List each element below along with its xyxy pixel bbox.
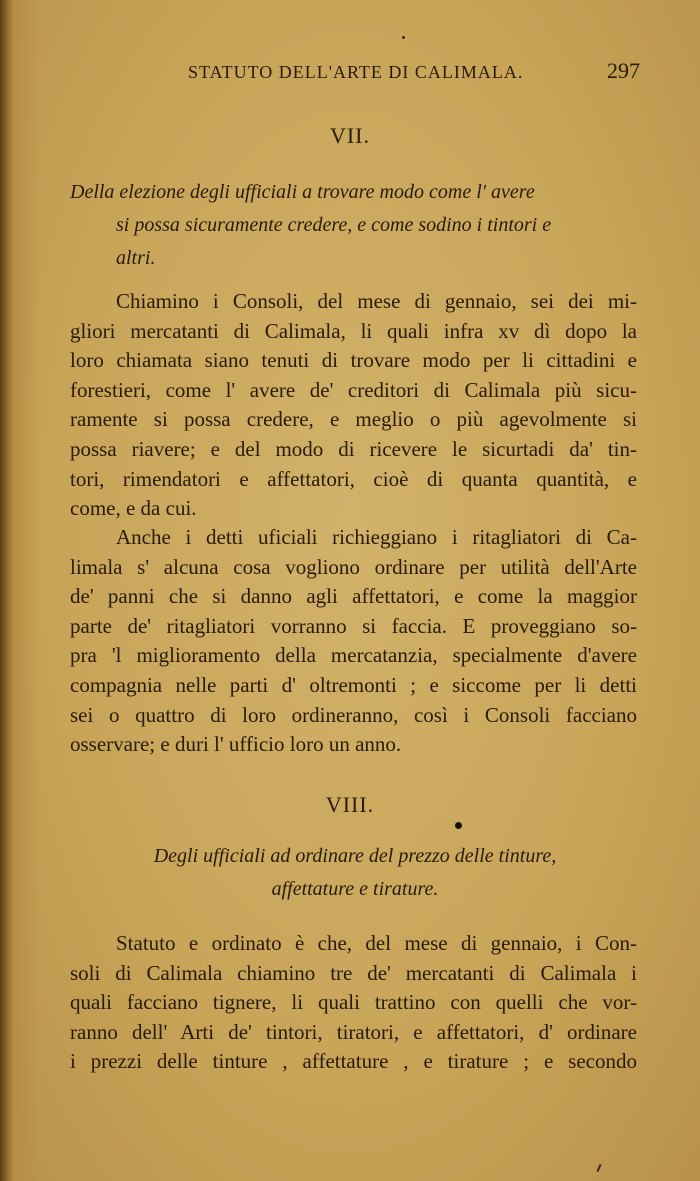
text-line: quali facciano tignere, li quali trattino con quelli che vor- <box>70 990 637 1015</box>
text-line: Anche i detti uficiali richieggiano i ritagliatori di Ca- <box>116 525 637 549</box>
text-line: forestieri, come l' avere de' creditori di Calimala più sicu- <box>70 377 637 402</box>
text-line: Statuto e ordinato è che, del mese di gennaio, i Con- <box>116 931 637 955</box>
text-line: ramente si possa credere, e meglio o più agevolmente si <box>70 407 637 432</box>
text-line: pra 'l miglioramento della mercatanzia, specialmente d'avere <box>70 643 637 668</box>
text-line: de' panni che si danno agli affettatori, e come la maggior <box>70 584 637 609</box>
rubric-line: Della elezione degli ufficiali a trovare modo come l' avere <box>70 181 535 203</box>
running-title: STATUTO DELL'ARTE DI CALIMALA. <box>188 62 524 82</box>
rubric-line: Degli ufficiali ad ordinare del prezzo delle tinture, <box>153 845 557 867</box>
text-line: sei o quattro di loro ordineranno, così i Consoli facciano <box>70 702 637 727</box>
section-number-vii: VII. <box>329 123 371 148</box>
paper-speck <box>596 1164 601 1172</box>
text-line: possa riavere; e del modo di ricevere le sicurtadi da' tin- <box>70 436 637 461</box>
text-line: come, e da cui. <box>70 496 197 521</box>
text-line: tori, rimendatori e affettatori, cioè di quanta quantità, e <box>70 466 637 491</box>
section-vii-paragraph-2 <box>70 523 637 760</box>
running-header <box>70 58 640 88</box>
text-line: i prezzi delle tinture , affettature , e tirature ; e secondo <box>70 1049 637 1074</box>
section-vii-paragraph-1 <box>70 287 637 524</box>
text-line: limala s' alcuna cosa vogliono ordinare per utilità dell'Arte <box>70 554 637 579</box>
text-line: ranno dell' Arti de' tintori, tiratori, e affettatori, d' ordinare <box>70 1019 637 1044</box>
section-viii-paragraph-1 <box>70 929 637 1077</box>
rubric-line: affettature e tirature. <box>271 878 439 900</box>
text-line: osservare; e duri l' ufficio loro un anno. <box>70 732 402 757</box>
ink-dot <box>455 822 462 829</box>
text-line: parte de' ritagliatori vorranno si faccia. E proveggiano so- <box>70 613 637 638</box>
text-line: Chiamino i Consoli, del mese di gennaio, sei dei mi- <box>116 289 637 313</box>
text-line: loro chiamata siano tenuti di trovare modo per li cittadini e <box>70 348 637 373</box>
section-number-viii: VIII. <box>325 792 375 817</box>
text-line: gliori mercatanti di Calimala, li quali infra xv dì dopo la <box>70 318 637 343</box>
rubric-line: altri. <box>116 247 156 269</box>
rubric-line: si possa sicuramente credere, e come sodino i tintori e <box>116 214 552 236</box>
section-vii-rubric <box>70 176 640 275</box>
text-line: compagnia nelle parti d' oltremonti ; e siccome per li detti <box>70 672 637 697</box>
page-number: 297 <box>607 58 640 83</box>
text-line: soli di Calimala chiamino tre de' mercatanti di Calimala i <box>70 960 637 985</box>
section-viii-rubric <box>70 840 640 906</box>
paper-speck <box>402 36 405 39</box>
